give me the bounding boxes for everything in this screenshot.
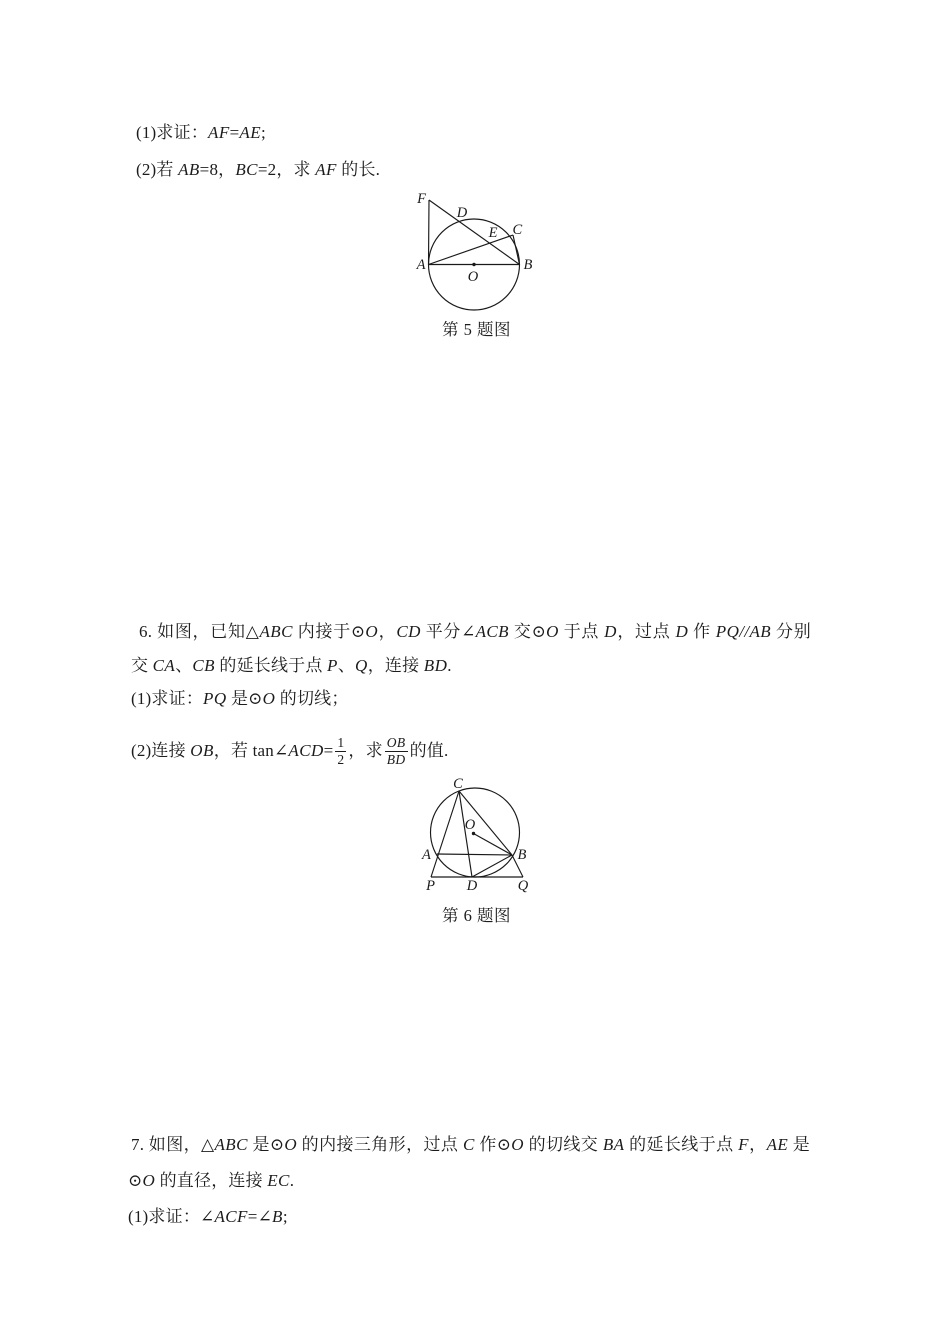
problem-6-line-2: 交 CA、CB 的延长线于点 P、Q，连接 BD. [131,656,452,675]
point-label-C: C [512,222,523,238]
point-label-A: A [422,847,431,863]
point-label-F: F [417,191,426,207]
fraction: $\frac{1}{2}$ [337,735,345,767]
figure-5 [380,180,600,332]
segment-AC [429,235,514,265]
figure-5-caption: 第 5 题图 [442,320,511,339]
problem-6-part-1: (1)求证：PQ 是⊙O 的切线； [131,689,349,708]
segment-FA [429,200,430,265]
center-dot-fig5 [472,263,475,266]
point-label-O: O [464,817,476,833]
problem-7-line-2: ⊙O 的直径，连接 EC. [128,1171,295,1190]
segment-CP [431,791,459,877]
segment-AB [437,854,512,855]
figure-6-caption: 第 6 题图 [442,906,511,925]
problem-6-part-2: (2)连接 OB，若 tan∠ACD= $\frac{1}{2}$ ，求 $\frac{OB}{BD}$ 的值. [131,735,449,767]
problem-6-line-1: 6. 如图，已知△ABC 内接于⊙O，CD 平分∠ACB 交⊙O 于点 D，过点 D 作 PQ//AB 分别 [139,622,811,641]
point-label-D: D [456,205,468,221]
problem-7-line-1: 7. 如图，△ABC 是⊙O 的内接三角形，过点 C 作⊙O 的切线交 BA 的延长线于点 F，AE 是 [131,1135,810,1154]
point-label-B: B [523,257,533,273]
figure-6 [410,775,550,897]
problem-5-part-1: (1)求证：AF=AE; [136,123,266,142]
fraction: $\frac{OB}{BD}$ [386,735,406,767]
point-label-D: D [466,878,478,894]
point-label-A: A [416,257,426,273]
segment-OB [474,834,513,856]
point-label-B: B [517,847,527,863]
point-label-Q: Q [517,878,529,894]
point-label-P: P [426,878,435,894]
point-label-E: E [488,225,498,241]
point-label-O: O [467,269,479,285]
problem-7-part-1: (1)求证：∠ACF=∠B; [128,1207,288,1226]
point-label-C: C [453,776,463,792]
problem-5-part-2: (2)若 AB=8，BC=2，求 AF 的长. [136,160,381,179]
